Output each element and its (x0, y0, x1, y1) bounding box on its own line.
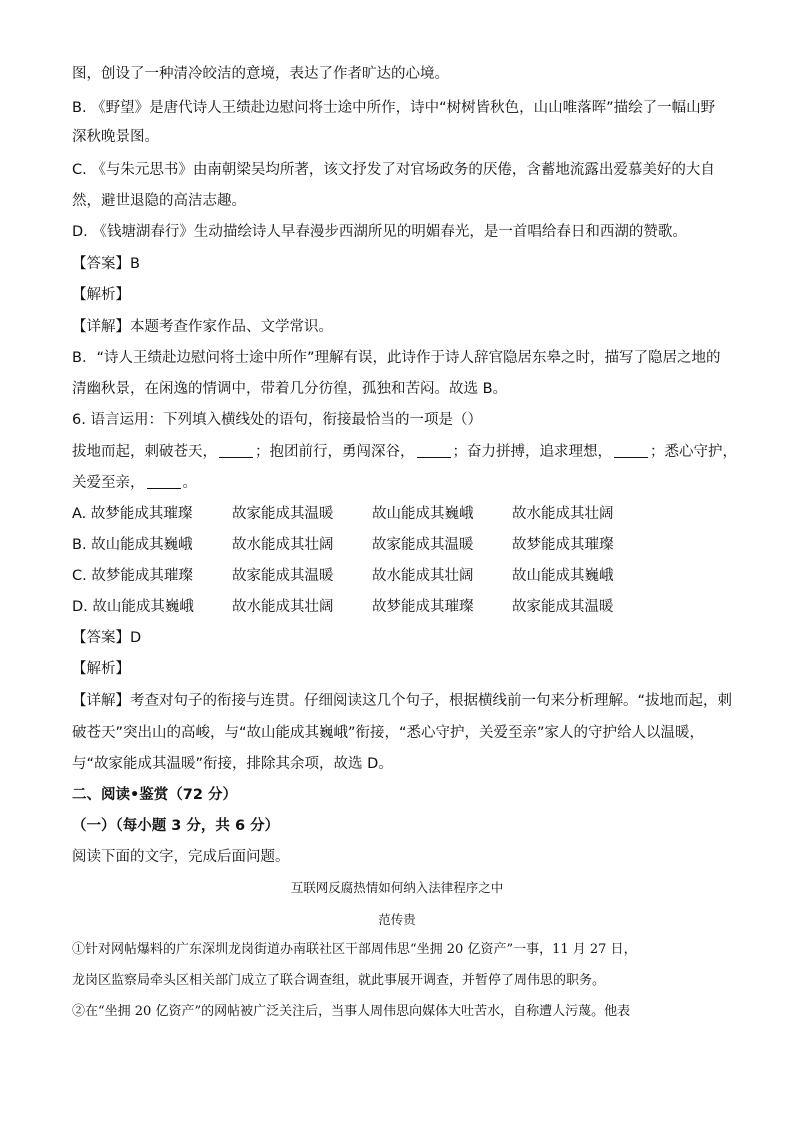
option-cell: D. 故山能成其巍峨 (72, 599, 194, 615)
option-cell: 故梦能成其璀璨 (512, 537, 614, 553)
option-cell: 故家能成其温暖 (232, 568, 334, 584)
section-heading: 二、阅读•鉴赏（72 分） (72, 787, 237, 803)
article-paragraph: ①针对网帖爆料的广东深圳龙岗街道办南联社区干部周伟思“坐拥 20 亿资产”一事，11 月 27 日， (72, 942, 637, 957)
text-line: 然，避世退隐的高洁志趣。 (72, 193, 246, 209)
detail-line: 与“故家能成其温暖”衔接，排除其余项，故选 D。 (72, 756, 393, 772)
detail-line: 【详解】考查对句子的衔接与连贯。仔细阅读这几个句子，根据横线前一句来分析理解。“拔地而起，刺 (72, 693, 733, 709)
option-cell: B. 故山能成其巍峨 (72, 537, 193, 553)
fill-blank (219, 443, 253, 458)
question-6-sentence (72, 442, 737, 462)
option-cell: 故山能成其巍峨 (512, 568, 614, 584)
option-cell: 故家能成其温暖 (372, 537, 474, 553)
option-cell: C. 故梦能成其璀璨 (72, 568, 193, 584)
option-b-row (72, 535, 732, 555)
subsection-heading: （一）（每小题 3 分，共 6 分） (72, 818, 280, 834)
fill-blank (147, 474, 181, 489)
option-d-line: D. 《钱塘湖春行》生动描绘诗人早春漫步西湖所见的明媚春光，是一首唱给春日和西湖的赞歌。 (72, 224, 687, 240)
option-d-row (72, 597, 732, 617)
detail-line: 破苍天”突出山的高峻，与“故山能成其巍峨”衔接，“悉心守护，关爱至亲”家人的守护给人以温暖， (72, 725, 705, 741)
detail-line: B．“诗人王绩赴边慰问将士途中所作”理解有误，此诗作于诗人辞官隐居东皋之时，描写了隐居之地的 (72, 350, 721, 366)
question-6-title: 6. 语言运用：下列填入横线处的语句，衔接最恰当的一项是（） (72, 412, 482, 428)
option-cell: 故水能成其壮阔 (232, 537, 334, 553)
option-a-row (72, 504, 732, 524)
article-paragraph: 龙岗区监察局牵头区相关部门成立了联合调查组，就此事展开调查，并暂停了周伟思的职务。 (72, 973, 606, 988)
option-c-line: C. 《与朱元思书》由南朝梁吴均所著，该文抒发了对官场政务的厌倦，含蓄地流露出爱慕美好的大自 (72, 162, 715, 178)
option-cell: A. 故梦能成其璀璨 (72, 506, 193, 522)
detail-line: 清幽秋景，在闲逸的情调中，带着几分彷徨，孤独和苦闷。故选 B。 (72, 381, 508, 397)
sentence-part: ；奋力拼搏，追求理想， (452, 444, 612, 460)
option-cell: 故家能成其温暖 (232, 506, 334, 522)
detail-line: 【详解】本题考查作家作品、文学常识。 (72, 319, 333, 335)
option-cell: 故水能成其壮阔 (512, 506, 614, 522)
fill-blank (417, 443, 451, 458)
article-paragraph: ②在“坐拥 20 亿资产”的网帖被广泛关注后，当事人周伟思向媒体大吐苦水，自称遭人污蔑。他表 (72, 1004, 631, 1019)
option-cell: 故水能成其壮阔 (232, 599, 334, 615)
article-author: 范传贵 (378, 912, 416, 927)
option-b-line: B. 《野望》是唐代诗人王绩赴边慰问将士途中所作，诗中“树树皆秋色，山山唯落晖”描绘了一幅山野 (72, 100, 716, 116)
sentence-part: 关爱至亲， (72, 475, 145, 491)
answer-label: 【答案】B (72, 256, 140, 272)
text-line: 图，创设了一种清冷皎洁的意境，表达了作者旷达的心境。 (72, 66, 449, 82)
sentence-part: 拔地而起，刺破苍天， (72, 444, 217, 460)
fill-blank (614, 443, 648, 458)
article-title: 互联网反腐热情如何纳入法律程序之中 (290, 880, 504, 895)
answer-label: 【答案】D (72, 630, 142, 646)
text-line: 深秋晚景图。 (72, 129, 159, 145)
option-c-row (72, 566, 732, 586)
option-cell: 故梦能成其璀璨 (372, 599, 474, 615)
option-cell: 故山能成其巍峨 (372, 506, 474, 522)
analysis-label: 【解析】 (72, 661, 130, 677)
option-cell: 故水能成其壮阔 (372, 568, 474, 584)
instruction-text: 阅读下面的文字，完成后面问题。 (72, 849, 290, 865)
question-6-sentence-end (72, 473, 197, 493)
option-cell: 故家能成其温暖 (512, 599, 614, 615)
analysis-label: 【解析】 (72, 287, 130, 303)
sentence-part: ；抱团前行，勇闯深谷， (255, 444, 415, 460)
sentence-part: ；悉心守护， (650, 444, 737, 460)
sentence-part: 。 (182, 475, 197, 491)
